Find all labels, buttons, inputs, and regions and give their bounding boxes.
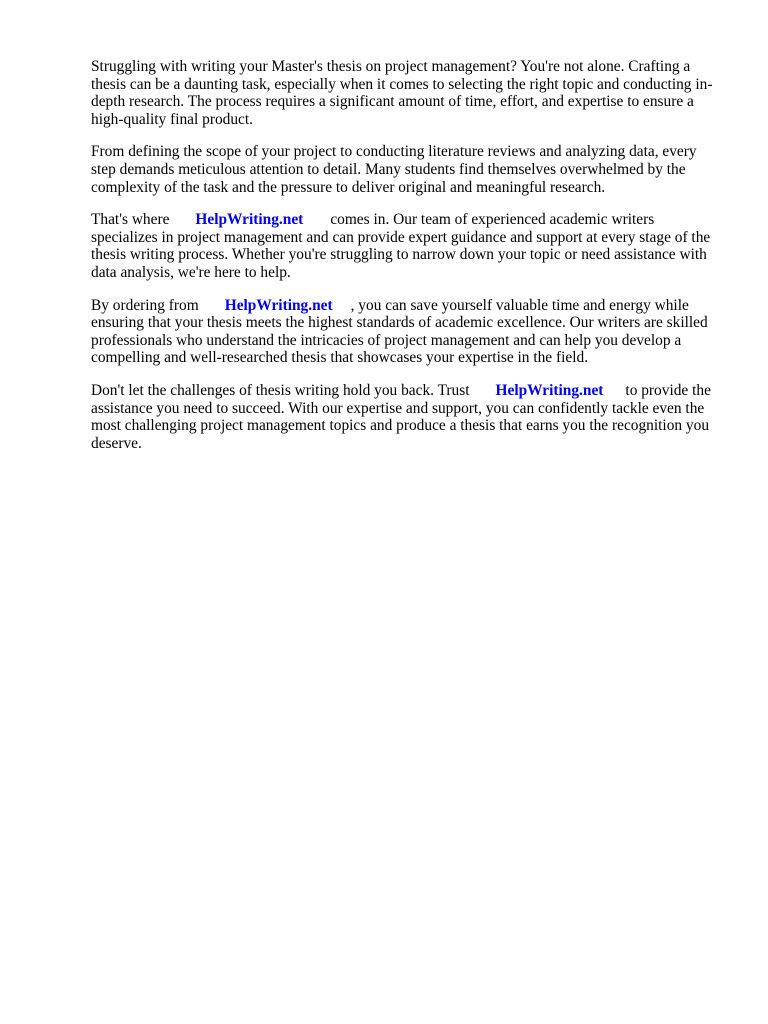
paragraph-challenges: From defining the scope of your project to conducting literature reviews and analyzing data, every step demands meticulous attention to detail. Many students find themselves overwhelmed by the complexity of the task and the pressure to deliver original and meaningful research. <box>91 143 697 196</box>
paragraph-thats-where <box>91 211 719 281</box>
paragraph-text-after-link: , you can save yourself valuable time and energy while ensuring that your thesis meets the highest standards of academic excellence. Our writers are skilled professionals who understand the intricacies of project management and can help you develop a compelling and well-researched thesis that showcases your expertise in the field. <box>91 296 708 367</box>
helpwriting-link[interactable]: HelpWriting.net <box>195 211 304 229</box>
helpwriting-link[interactable]: HelpWriting.net <box>495 381 604 399</box>
paragraph-text-before-link: That's where <box>91 211 170 229</box>
paragraph-text-before-link: By ordering from <box>91 296 199 314</box>
paragraph-intro: Struggling with writing your Master's thesis on project management? You're not alone. Crafting a thesis can be a daunting task, especially when it comes to selecting the right topic and conducting in-depth research. The process requires a significant amount of time, effort, and expertise to ensure a high-quality final product. <box>91 58 713 128</box>
paragraph-by-ordering <box>91 297 719 367</box>
paragraph-text-before-link: Don't let the challenges of thesis writing hold you back. Trust <box>91 381 470 399</box>
helpwriting-link[interactable]: HelpWriting.net <box>224 296 333 314</box>
paragraph-text-after-link: to provide the assistance you need to succeed. With our expertise and support, you can confidently tackle even the most challenging project management topics and produce a thesis that earns you the recognition you deserve. <box>91 381 711 452</box>
document-page <box>91 58 719 467</box>
paragraph-trust <box>91 382 719 452</box>
paragraph-text-after-link: comes in. Our team of experienced academic writers specializes in project management and can provide expert guidance and support at every stage of the thesis writing process. Whether you're struggling to narrow down your topic or need assistance with data analysis, we're here to help. <box>91 211 711 281</box>
